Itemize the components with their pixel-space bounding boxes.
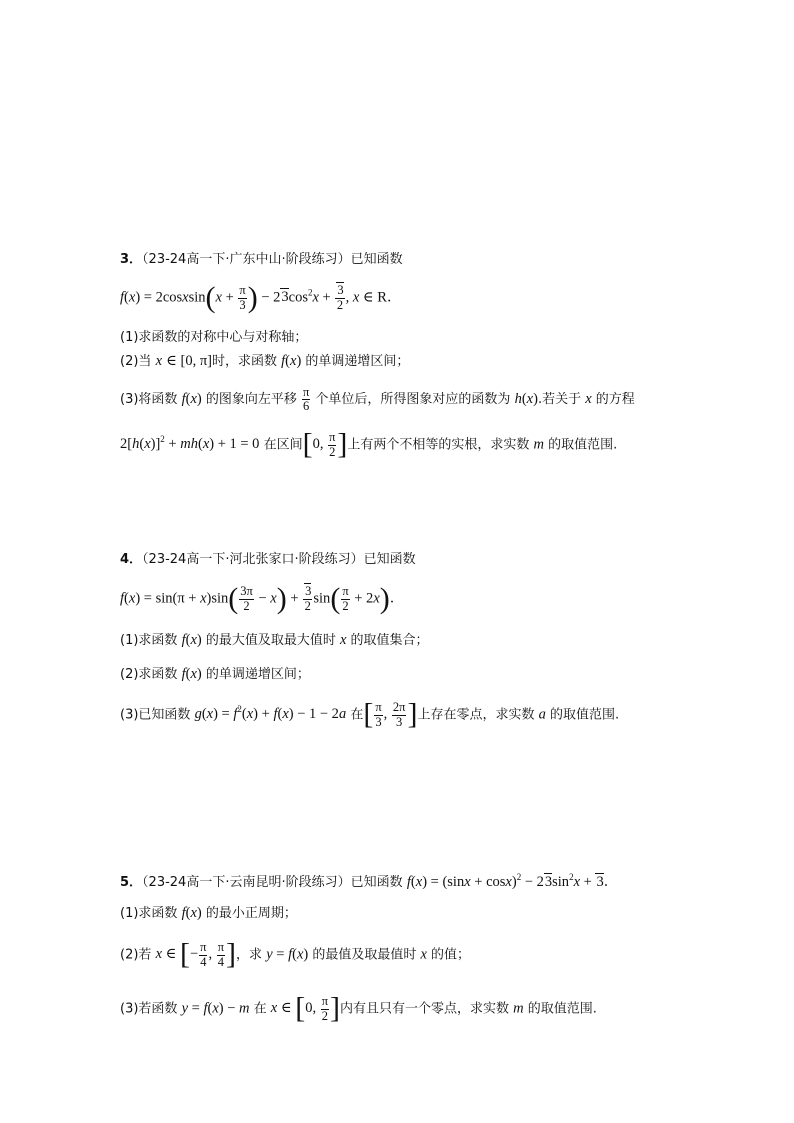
q4-part3: (3)已知函数 $g(x) = f^2(x) + f(x) - 1 - 2a$ 在[ $\frac{\pi}{3}$ , $\frac{2\pi}{3}$ ]上存在零点，求实数 a 的取值范围. (120, 698, 620, 731)
q4-header (120, 553, 416, 567)
q4-formula: f(x) = sin(π + x)sin( $\frac{3\pi}{2}$ − x) + $\frac{3}{2}$ sin( $\frac{\pi}{2}$ + 2x)． (120, 582, 405, 615)
q3-number: 3． (120, 252, 143, 267)
q3-part1: (1)求函数的对称中心与对称轴； (120, 330, 308, 345)
q5-header (120, 873, 618, 889)
q4-source: （23-24高一下·河北张家口·阶段练习）已知函数 (142, 552, 416, 567)
q3-source: （23-24高一下·广东中山·阶段练习）已知函数 (142, 252, 403, 267)
q3-part3-cont: $2[h(x)]^2 + mh(x) + 1 = 0$ 在区间[0, $\frac{\pi}{2}$ ]上有两个不相等的实根，求实数 m 的取值范围. (120, 428, 618, 461)
q3-header (120, 253, 403, 267)
q5-part3: (3)若函数 y = f(x) − m 在 x ∈ [0, $\frac{\pi}{2}$ ]内有且只有一个零点，求实数 m 的取值范围. (120, 992, 597, 1025)
q3-part2: (2)当 x ∈ [0, π]时，求函数 f(x) 的单调递增区间； (120, 353, 410, 369)
q5-part1: (1)求函数 f(x) 的最小正周期； (120, 905, 297, 921)
q5-formula: $f(x) = (\sin x + \cos x)^2 - 23\sin^2x + 3$． (406, 872, 619, 890)
q5-source: （23-24高一下·云南昆明·阶段练习）已知函数 (142, 874, 403, 890)
q3-part3: (3)将函数 f(x) 的图象向左平移 $\frac{\pi}{6}$ 个单位后，所得图象对应的函数为 h(x).若关于 x 的方程 (120, 385, 635, 414)
q3-formula: f(x) = 2cosxsin(x + $\frac{\pi}{3}$ ) − $23\cos^2x$ + $\frac{3}{2}$ , x ∈ R． (120, 281, 402, 314)
q4-number: 4． (120, 552, 143, 567)
q5-number: 5． (120, 874, 143, 890)
q5-part2: (2)若 x ∈ [− $\frac{\pi}{4}$ , $\frac{\pi}{4}$ ]，求 y = f(x) 的最值及取最值时 x 的值； (120, 938, 471, 971)
q4-part1: (1)求函数 f(x) 的最大值及取最大值时 x 的取值集合； (120, 632, 429, 648)
q4-part2: (2)求函数 f(x) 的单调递增区间； (120, 666, 310, 682)
